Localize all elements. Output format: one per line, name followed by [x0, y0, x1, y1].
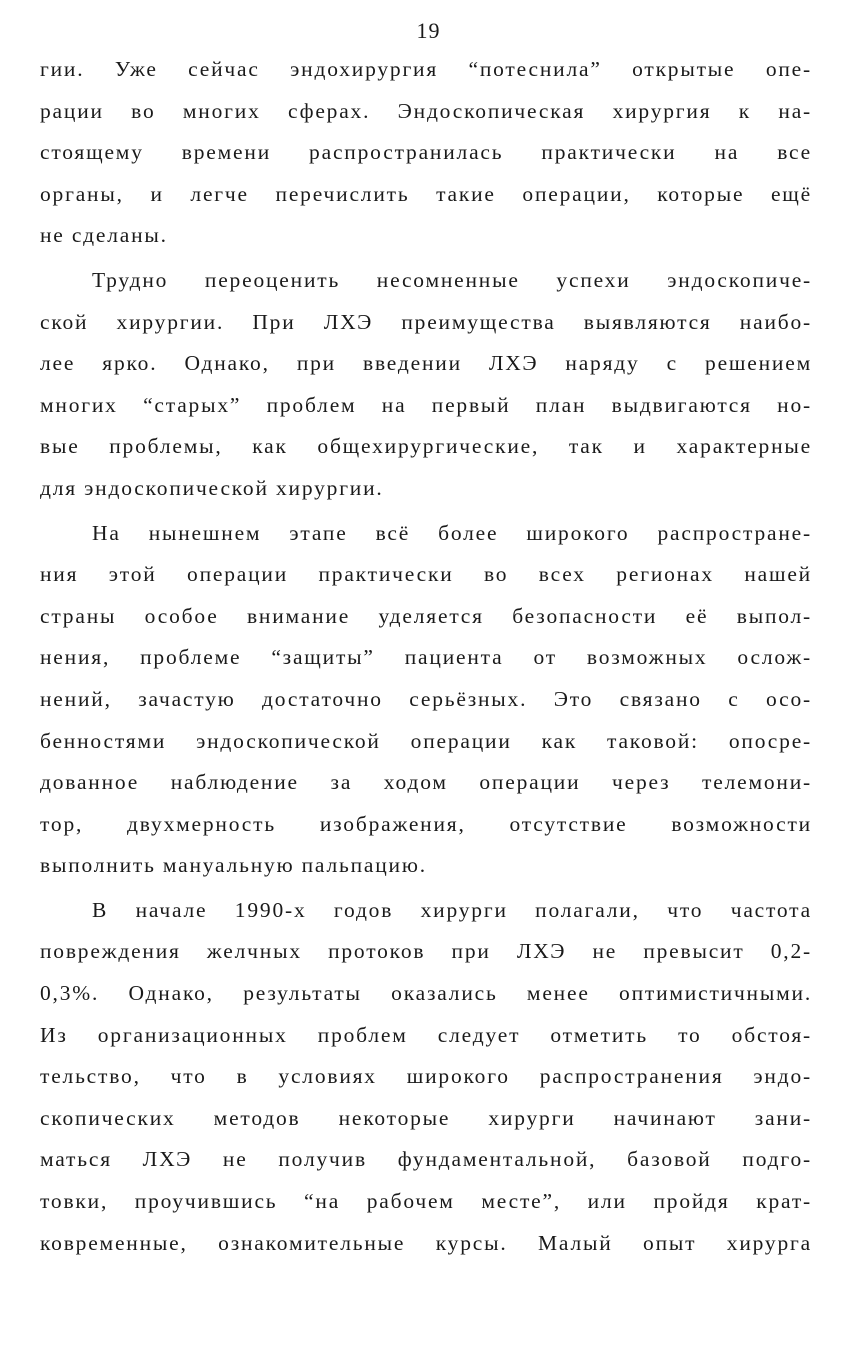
- text-line: Трудно переоценить несомненные успехи эндоскопиче-: [92, 267, 812, 292]
- text-line: дованное наблюдение за ходом операции через телемони-: [40, 770, 812, 795]
- text-line: На нынешнем этапе всё более широкого распростране-: [92, 520, 812, 545]
- text-line: выполнить мануальную пальпацию.: [40, 853, 427, 878]
- paragraph-1: [40, 49, 812, 257]
- text-line: ской хирургии. При ЛХЭ преимущества выявляются наибо-: [40, 309, 812, 334]
- text-line: не сделаны.: [40, 223, 168, 248]
- text-line: скопических методов некоторые хирурги начинают зани-: [40, 1105, 812, 1130]
- text-line: страны особое внимание уделяется безопасности её выпол-: [40, 603, 812, 628]
- text-line: бенностями эндоскопической операции как таковой: опосре-: [40, 728, 812, 753]
- text-line: стоящему времени распространилась практически на все: [40, 140, 812, 165]
- paragraph-2: [40, 260, 812, 510]
- text-line: повреждения желчных протоков при ЛХЭ не превысит 0,2-: [40, 939, 812, 964]
- page-number: 19: [416, 18, 441, 43]
- text-line: В начале 1990-х годов хирурги полагали, что частота: [92, 897, 812, 922]
- text-line: нений, зачастую достаточно серьёзных. Это связано с осо-: [40, 686, 812, 711]
- text-line: многих “старых” проблем на первый план выдвигаются но-: [40, 392, 812, 417]
- text-line: рации во многих сферах. Эндоскопическая хирургия к на-: [40, 98, 812, 123]
- text-line: тельство, что в условиях широкого распространения эндо-: [40, 1064, 812, 1089]
- text-line: 0,3%. Однако, результаты оказались менее оптимистичными.: [40, 981, 812, 1006]
- text-line: ния этой операции практически во всех регионах нашей: [40, 562, 812, 587]
- text-line: Из организационных проблем следует отметить то обстоя-: [40, 1022, 812, 1047]
- text-line: ковременные, ознакомительные курсы. Малый опыт хирурга: [40, 1230, 812, 1255]
- text-line: тор, двухмерность изображения, отсутствие возможности: [40, 811, 812, 836]
- text-line: товки, проучившись “на рабочем месте”, или пройдя крат-: [40, 1189, 812, 1214]
- paragraph-3: [40, 513, 812, 887]
- text-line: гии. Уже сейчас эндохирургия “потеснила” открытые опе-: [40, 57, 812, 81]
- text-line: органы, и легче перечислить такие операции, которые ещё: [40, 181, 812, 206]
- text-line: вые проблемы, как общехирургические, так и характерные: [40, 434, 812, 459]
- paragraph-4: [40, 890, 812, 1264]
- text-line: лее ярко. Однако, при введении ЛХЭ наряду с решением: [40, 351, 812, 376]
- text-line: для эндоскопической хирургии.: [40, 475, 384, 500]
- body-text: [40, 49, 812, 1264]
- text-line: маться ЛХЭ не получив фундаментальной, базовой подго-: [40, 1147, 812, 1172]
- text-line: нения, проблеме “защиты” пациента от возможных ослож-: [40, 645, 812, 670]
